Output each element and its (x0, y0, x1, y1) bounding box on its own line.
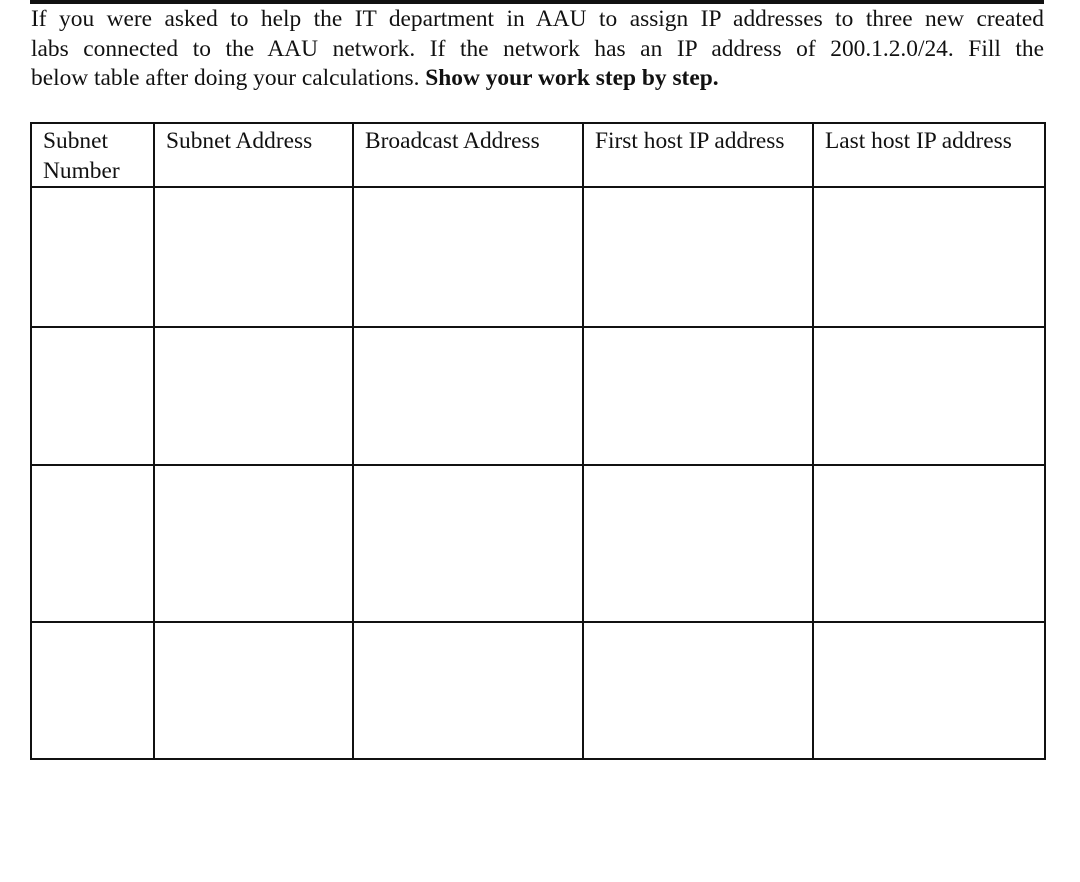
cell-first-host[interactable] (583, 465, 813, 622)
question-emphasis: Show your work step by step. (425, 65, 719, 92)
question-line-3 (31, 64, 1044, 94)
header-subnet-number (31, 123, 154, 187)
cell-broadcast-address[interactable] (353, 327, 583, 465)
cell-subnet-address[interactable] (154, 465, 353, 622)
table-header-row (31, 123, 1045, 187)
cell-broadcast-address[interactable] (353, 187, 583, 327)
cell-subnet-number[interactable] (31, 187, 154, 327)
header-first-host: First host IP address (583, 123, 813, 187)
question-line-2: labs connected to the AAU network. If the network has an IP address of 200.1.2.0/24. Fill the (31, 35, 1044, 62)
cell-first-host[interactable] (583, 187, 813, 327)
cell-subnet-address[interactable] (154, 327, 353, 465)
header-broadcast-address: Broadcast Address (353, 123, 583, 187)
cell-subnet-address[interactable] (154, 187, 353, 327)
cell-last-host[interactable] (813, 622, 1045, 759)
header-last-host: Last host IP address (813, 123, 1045, 187)
question-instruction: below table after doing your calculations. (31, 65, 420, 92)
top-rule (30, 0, 1044, 4)
cell-subnet-number[interactable] (31, 465, 154, 622)
cell-first-host[interactable] (583, 327, 813, 465)
table-row (31, 327, 1045, 465)
cell-broadcast-address[interactable] (353, 622, 583, 759)
cell-first-host[interactable] (583, 622, 813, 759)
cell-broadcast-address[interactable] (353, 465, 583, 622)
question-text (31, 5, 1044, 94)
cell-last-host[interactable] (813, 465, 1045, 622)
header-subnet-number-line1: Subnet (43, 128, 108, 154)
cell-subnet-number[interactable] (31, 327, 154, 465)
table-row (31, 465, 1045, 622)
cell-subnet-address[interactable] (154, 622, 353, 759)
header-subnet-number-line2: Number (43, 158, 120, 184)
cell-last-host[interactable] (813, 327, 1045, 465)
cell-last-host[interactable] (813, 187, 1045, 327)
header-subnet-address: Subnet Address (154, 123, 353, 187)
table-row (31, 187, 1045, 327)
answer-table (30, 122, 1046, 760)
cell-subnet-number[interactable] (31, 622, 154, 759)
question-line-1: If you were asked to help the IT department in AAU to assign IP addresses to three new created (31, 6, 1044, 32)
table-row (31, 622, 1045, 759)
